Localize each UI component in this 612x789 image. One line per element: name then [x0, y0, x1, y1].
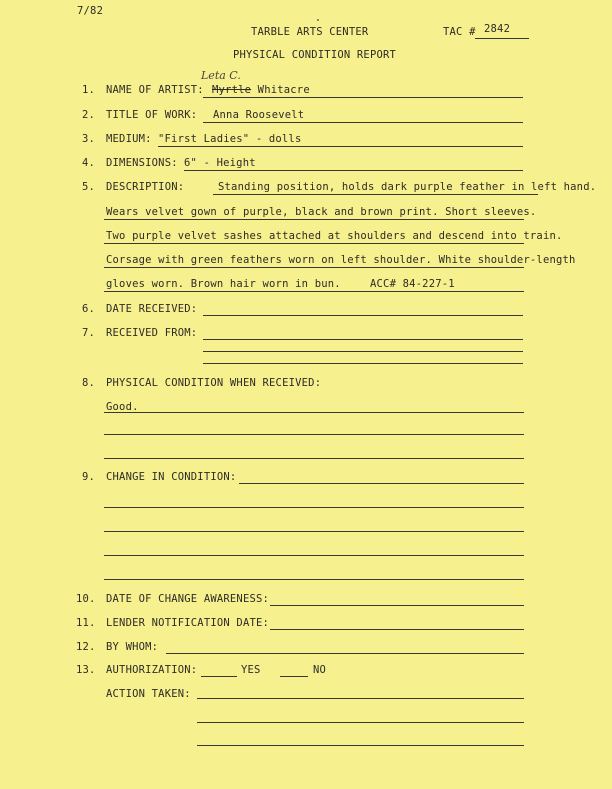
- medium-line: [158, 146, 523, 147]
- field-number: 13.: [76, 664, 96, 676]
- artist-correction: Leta C.: [201, 69, 241, 82]
- action-line-2: [197, 722, 524, 723]
- tac-number: 2842: [484, 23, 511, 35]
- date-received-line: [203, 315, 523, 316]
- change-line-1: [239, 483, 524, 484]
- org-name: TARBLE ARTS CENTER: [251, 26, 369, 38]
- field-number: 10.: [76, 593, 96, 605]
- description-label: DESCRIPTION:: [106, 181, 185, 193]
- field-number: 11.: [76, 617, 96, 629]
- field-number: 4.: [82, 157, 96, 169]
- change-line-5: [104, 579, 524, 580]
- field-number: 9.: [82, 471, 96, 483]
- yes-option: YES: [241, 664, 261, 676]
- description-rule-2: [104, 219, 524, 220]
- change-awareness-label: DATE OF CHANGE AWARENESS:: [106, 593, 270, 605]
- dimensions-line: [184, 170, 523, 171]
- medium-value: "First Ladies" - dolls: [158, 133, 302, 145]
- action-line-3: [197, 745, 524, 746]
- change-line-4: [104, 555, 524, 556]
- no-blank: [280, 676, 308, 677]
- description-line-2: Wears velvet gown of purple, black and brown print. Short sleeves.: [106, 206, 537, 218]
- dimensions-value: 6" - Height: [184, 157, 256, 169]
- by-whom-label: BY WHOM:: [106, 641, 159, 653]
- change-line-2: [104, 507, 524, 508]
- field-number: 1.: [82, 84, 96, 96]
- action-line-1: [197, 698, 524, 699]
- dimensions-label: DIMENSIONS:: [106, 157, 178, 169]
- title-line: [203, 122, 523, 123]
- change-line-3: [104, 531, 524, 532]
- tac-label: TAC #: [443, 26, 476, 38]
- received-from-line-1: [203, 339, 523, 340]
- yes-blank: [201, 676, 237, 677]
- field-number: 2.: [82, 109, 96, 121]
- accession-number: ACC# 84-227-1: [370, 278, 455, 290]
- description-line-3: Two purple velvet sashes attached at shoulders and descend into train.: [106, 230, 563, 242]
- condition-received-value: Good.: [106, 401, 139, 413]
- by-whom-line: [166, 653, 524, 654]
- description-rule-4: [104, 267, 524, 268]
- artist-surname: Whitacre: [257, 84, 310, 96]
- medium-label: MEDIUM:: [106, 133, 152, 145]
- description-rule-3: [104, 243, 524, 244]
- tac-underline: [475, 38, 529, 39]
- description-line-5: gloves worn. Brown hair worn in bun.: [106, 278, 341, 290]
- condition-line-2: [104, 434, 524, 435]
- change-label: CHANGE IN CONDITION:: [106, 471, 237, 483]
- field-number: 3.: [82, 133, 96, 145]
- condition-line-3: [104, 458, 524, 459]
- description-line-1: Standing position, holds dark purple feather in left hand.: [218, 181, 597, 193]
- action-taken-label: ACTION TAKEN:: [106, 688, 191, 700]
- received-from-line-3: [203, 363, 523, 364]
- paper-speck: [317, 19, 319, 21]
- received-from-label: RECEIVED FROM:: [106, 327, 198, 339]
- artist-line: [203, 97, 523, 98]
- title-label: TITLE OF WORK:: [106, 109, 198, 121]
- lender-notification-line: [270, 629, 524, 630]
- date-code: 7/82: [77, 5, 104, 17]
- description-rule-5: [104, 291, 524, 292]
- lender-notification-label: LENDER NOTIFICATION DATE:: [106, 617, 270, 629]
- received-from-line-2: [203, 351, 523, 352]
- date-received-label: DATE RECEIVED:: [106, 303, 198, 315]
- artist-struck-name: Myrtle: [212, 84, 252, 96]
- authorization-label: AUTHORIZATION:: [106, 664, 198, 676]
- field-number: 12.: [76, 641, 96, 653]
- field-number: 6.: [82, 303, 96, 315]
- artist-value: [212, 84, 310, 96]
- field-number: 8.: [82, 377, 96, 389]
- no-option: NO: [313, 664, 327, 676]
- field-number: 7.: [82, 327, 96, 339]
- report-title: PHYSICAL CONDITION REPORT: [233, 49, 397, 61]
- artist-label: NAME OF ARTIST:: [106, 84, 204, 96]
- field-number: 5.: [82, 181, 96, 193]
- condition-received-label: PHYSICAL CONDITION WHEN RECEIVED:: [106, 377, 322, 389]
- description-line-4: Corsage with green feathers worn on left shoulder. White shoulder-length: [106, 254, 576, 266]
- change-awareness-line: [270, 605, 524, 606]
- description-rule-1: [213, 194, 538, 195]
- condition-line-1: [104, 412, 524, 413]
- title-value: Anna Roosevelt: [213, 109, 305, 121]
